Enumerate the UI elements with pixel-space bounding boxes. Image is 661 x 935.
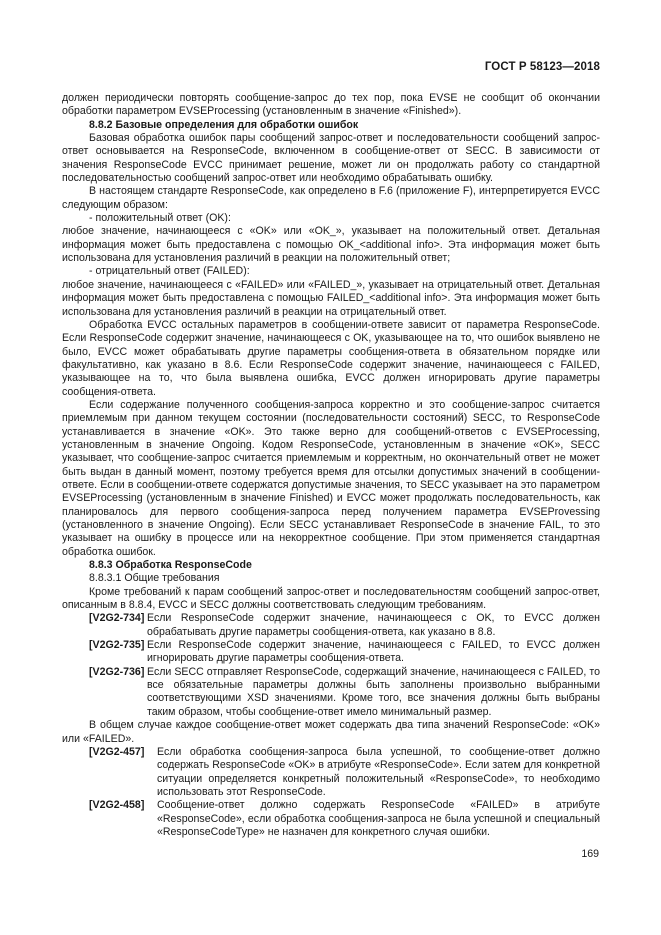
page-number: 169 xyxy=(581,848,599,860)
requirement-text: Если ResponseCode содержит значение, начинающееся с OK, то EVCC должен обрабатывать другие параметры сообщения-ответа, как указано в 8.8. xyxy=(147,612,600,638)
standard-header: ГОСТ Р 58123—2018 xyxy=(484,61,600,73)
requirement-item xyxy=(62,799,600,839)
requirement-code: [V2G2-457] xyxy=(89,745,145,758)
requirement-item xyxy=(62,612,600,639)
requirement-item xyxy=(62,666,600,719)
list-item-failed: - отрицательный ответ (FAILED): xyxy=(89,265,250,278)
list-item-ok: - положительный ответ (OK): xyxy=(89,212,231,225)
paragraph: любое значение, начинающееся с «FAILED» или «FAILED_», указывает на отрицательный ответ. Детальная информация может быть предоставлена с помощью FAILED_<additional info>. Эта информация может быть использована для установления различий в реакции на отрицательный ответ. xyxy=(62,278,600,318)
requirement-code: [V2G2-736] xyxy=(89,665,145,678)
paragraph: любое значение, начинающееся с «OK» или «OK_», указывает на положительный ответ. Детальная информация может быть предоставлена с помощью OK_<additional info>. Эта информация может быть использована для установления различий в реакции на положительный ответ; xyxy=(62,225,600,265)
document-body xyxy=(62,92,600,839)
requirement-text: Если ResponseCode содержит значение, начинающееся с FAILED, то EVCC должен игнорировать другие параметры сообщения-ответа. xyxy=(147,639,600,665)
section-heading-8-8-3: 8.8.3 Обработка ResponseCode xyxy=(89,559,252,572)
requirement-item xyxy=(62,639,600,666)
paragraph: Кроме требований к парам сообщений запрос-ответ и последовательностям сообщений запрос-ответ, описанным в 8.8.4, EVCC и SECC должны соответствовать следующим требованиям. xyxy=(62,585,600,612)
requirement-text: Сообщение-ответ должно содержать ResponseCode «FAILED» в атрибуте «ResponseCode», если обработка сообщения-запроса не была успешной и специальный «ResponseCodeType» не назначен для конкретного случая ошибки. xyxy=(157,799,600,838)
requirement-text: Если обработка сообщения-запроса была успешной, то сообщение-ответ должно содержать ResponseCode «OK» в атрибуте «ResponseCode». Если затем для конкретной ситуации определяется конкретный положительный «ResponseCode», то необходимо использовать этот ResponseCode. xyxy=(157,745,600,798)
requirement-text: Если SECC отправляет ResponseCode, содержащий значение, начинающееся с FAILED, то все обязательные параметры должны быть заполнены произвольно выбранными соответствующими XSD значениями. Кроме того, все значения должны быть выбраны таким образом, чтобы сообщение-ответ имело минимальный размер. xyxy=(147,665,600,718)
paragraph: Если содержание полученного сообщения-запроса корректно и это сообщение-запрос считается приемлемым при данном текущем состоянии (последовательности состояний) SECC, то ResponseCode устанавливается в значение «OK». Это также верно для сообщений-ответов с EVSEProcessing, установленным в значение Ongoing. Кодом ResponseCode, установленным в значение «OK», SECC указывает, что сообщение-запрос считается приемлемым и корректным, но окончательный ответ не может быть выдан в данный момент, поэтому требуется время для отсылки допустимых значений в сообщении-ответе. Если в сообщении-ответе содержатся допустимые значения, то SECC указывает на это параметром EVSEProcessing (установленным в значение Finished) и EVCC может продолжать последовательность, как планировалось для первого сообщения-запроса перед получением параметра EVSEProvessing (установленного в значение Ongoing). Если SECC устанавливает ResponseCode в значение FAIL, то это указывает на ошибку в процессе или на некорректное сообщение. При этом применяется стандартная обработка ошибок. xyxy=(62,398,600,558)
subsection-heading-8-8-3-1: 8.8.3.1 Общие требования xyxy=(89,572,220,585)
paragraph: Базовая обработка ошибок пары сообщений запрос-ответ и последовательности сообщений запрос-ответ основывается на ResponseCode, включенном в сообщение-ответ от SECC. В зависимости от значения ResponseCode EVCC принимает решение, может ли он продолжать работу со стандартной последовательностью сообщений запрос-ответ или необходимо обрабатывать ошибку. xyxy=(62,132,600,185)
paragraph: Обработка EVCC остальных параметров в сообщении-ответе зависит от параметра ResponseCode. Если ResponseCode содержит значение, начинающееся с OK, указывающее на то, что ошибок выявлено не было, EVCC может обрабатывать другие параметры сообщения-ответа в обязательном порядке или факультативно, как указано в 8.6. Если ResponseCode содержит значение, начинающееся с FAILED, указывающее на то, что была выявлена ошибка, EVCC должен игнорировать другие параметры сообщения-ответа. xyxy=(62,318,600,398)
paragraph: В общем случае каждое сообщение-ответ может содержать два типа значений ResponseCode: «OK» или «FAILED». xyxy=(62,719,600,745)
section-heading-8-8-2: 8.8.2 Базовые определения для обработки ошибок xyxy=(89,118,359,131)
requirement-item xyxy=(62,746,600,799)
requirement-code: [V2G2-735] xyxy=(89,639,145,652)
paragraph: должен периодически повторять сообщение-запрос до тех пор, пока EVSE не сообщит об окончании обработки параметром EVSEProcessing (установленным в значение «Finished»). xyxy=(62,92,600,118)
paragraph: В настоящем стандарте ResponseCode, как определено в F.6 (приложение F), интерпретируется EVCC следующим образом: xyxy=(62,185,600,211)
requirement-code: [V2G2-458] xyxy=(89,799,145,812)
requirement-code: [V2G2-734] xyxy=(89,612,145,625)
